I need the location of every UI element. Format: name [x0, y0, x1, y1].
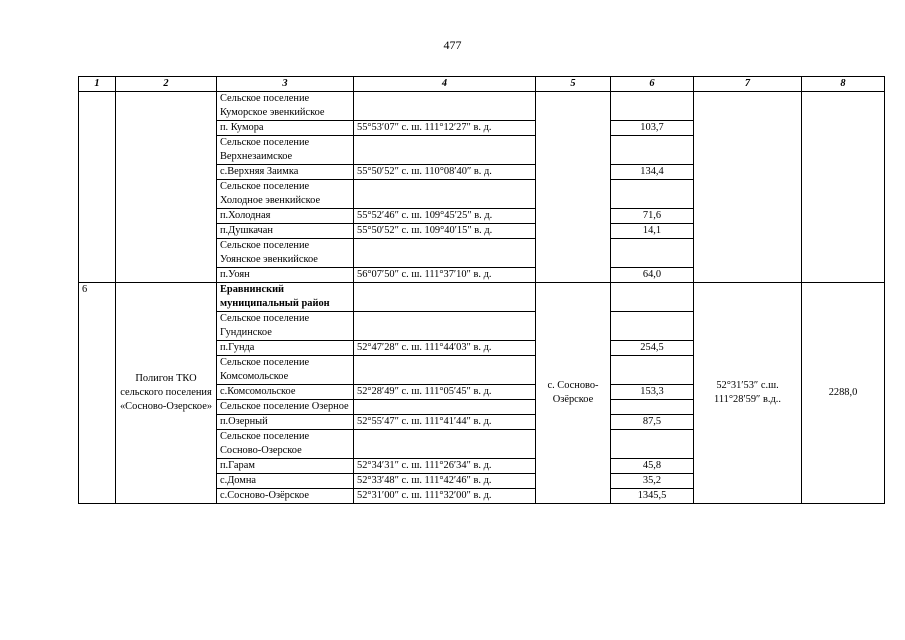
settlement-coords: [354, 283, 536, 312]
header-col-6: 6: [611, 77, 694, 92]
settlement-distance: 153,3: [611, 385, 694, 400]
row-number: 6: [79, 283, 116, 504]
settlement-coords: 56°07′50″ с. ш. 111°37′10″ в. д.: [354, 268, 536, 283]
settlement-coords: 52°31′00″ с. ш. 111°32′00″ в. д.: [354, 489, 536, 504]
settlement-coords: 52°28′49″ с. ш. 111°05′45″ в. д.: [354, 385, 536, 400]
settlement-coords: 52°33′48″ с. ш. 111°42′46″ в. д.: [354, 474, 536, 489]
settlement-coords: [354, 400, 536, 415]
header-col-3: 3: [217, 77, 354, 92]
settlements-table: [78, 76, 885, 504]
settlement-distance: 14,1: [611, 224, 694, 239]
table-row: [79, 283, 885, 312]
settlement-coords: [354, 180, 536, 209]
settlement-name: п.Холодная: [217, 209, 354, 224]
header-row: [79, 77, 885, 92]
settlement-distance: [611, 430, 694, 459]
settlement-distance: [611, 283, 694, 312]
settlement-distance: [611, 400, 694, 415]
header-col-2: 2: [116, 77, 217, 92]
settlement-distance: 87,5: [611, 415, 694, 430]
settlement-coords: 52°55′47″ с. ш. 111°41′44″ в. д.: [354, 415, 536, 430]
settlement-name: п.Душкачан: [217, 224, 354, 239]
settlement-distance: 103,7: [611, 121, 694, 136]
settlement-distance: 71,6: [611, 209, 694, 224]
table-row: [79, 92, 885, 121]
settlement-name: с.Домна: [217, 474, 354, 489]
settlement-name: Сельское поселение Куморское эвенкийское: [217, 92, 354, 121]
cell-capacity: [802, 92, 885, 283]
settlement-name: п. Кумора: [217, 121, 354, 136]
cell-object-coords: [694, 92, 802, 283]
settlement-coords: 55°50′52″ с. ш. 109°40′15″ в. д.: [354, 224, 536, 239]
settlement-name: Сельское поселение Сосново-Озерское: [217, 430, 354, 459]
settlement-coords: [354, 430, 536, 459]
settlement-distance: 64,0: [611, 268, 694, 283]
object-coordinates: 52°31′53″ с.ш. 111°28′59″ в.д..: [694, 283, 802, 504]
settlement-name: с.Сосново-Озёрское: [217, 489, 354, 504]
settlement-distance: 1345,5: [611, 489, 694, 504]
header-col-4: 4: [354, 77, 536, 92]
settlement-distance: [611, 312, 694, 341]
settlement-name: п.Уоян: [217, 268, 354, 283]
settlement-distance: 134,4: [611, 165, 694, 180]
object-capacity: 2288,0: [802, 283, 885, 504]
settlement-name: Сельское поселение Верхнезаимское: [217, 136, 354, 165]
cell-location: [536, 92, 611, 283]
settlement-name: с.Комсомольское: [217, 385, 354, 400]
settlement-name: Сельское поселение Холодное эвенкийское: [217, 180, 354, 209]
header-col-1: 1: [79, 77, 116, 92]
settlement-coords: 55°53′07″ с. ш. 111°12′27″ в. д.: [354, 121, 536, 136]
settlement-coords: [354, 136, 536, 165]
settlement-distance: [611, 356, 694, 385]
settlement-distance: 254,5: [611, 341, 694, 356]
settlement-coords: [354, 356, 536, 385]
settlement-name: п.Гарам: [217, 459, 354, 474]
settlement-name: п.Гунда: [217, 341, 354, 356]
settlement-name: Сельское поселение Комсомольское: [217, 356, 354, 385]
settlement-coords: [354, 92, 536, 121]
settlement-name: Сельское поселение Озерное: [217, 400, 354, 415]
settlement-coords: [354, 239, 536, 268]
settlement-distance: 35,2: [611, 474, 694, 489]
object-name: Полигон ТКО сельского поселения «Сосново-Озерское»: [116, 283, 217, 504]
header-col-8: 8: [802, 77, 885, 92]
district-name: Еравнинский муниципальный район: [217, 283, 354, 312]
settlement-distance: [611, 136, 694, 165]
settlement-coords: [354, 312, 536, 341]
header-col-5: 5: [536, 77, 611, 92]
settlement-distance: [611, 239, 694, 268]
settlement-name: Сельское поселение Гундинское: [217, 312, 354, 341]
settlement-coords: 55°50′52″ с. ш. 110°08′40″ в. д.: [354, 165, 536, 180]
settlement-distance: [611, 92, 694, 121]
settlement-coords: 52°34′31″ с. ш. 111°26′34″ в. д.: [354, 459, 536, 474]
settlement-distance: [611, 180, 694, 209]
settlement-name: п.Озерный: [217, 415, 354, 430]
object-location: с. Сосново-Озёрское: [536, 283, 611, 504]
settlement-name: Сельское поселение Уоянское эвенкийское: [217, 239, 354, 268]
cell-number: [79, 92, 116, 283]
settlement-distance: 45,8: [611, 459, 694, 474]
page-number: 477: [443, 38, 462, 52]
settlement-name: с.Верхняя Заимка: [217, 165, 354, 180]
settlement-coords: 55°52′46″ с. ш. 109°45′25″ в. д.: [354, 209, 536, 224]
header-col-7: 7: [694, 77, 802, 92]
settlement-coords: 52°47′28″ с. ш. 111°44′03″ в. д.: [354, 341, 536, 356]
cell-object: [116, 92, 217, 283]
